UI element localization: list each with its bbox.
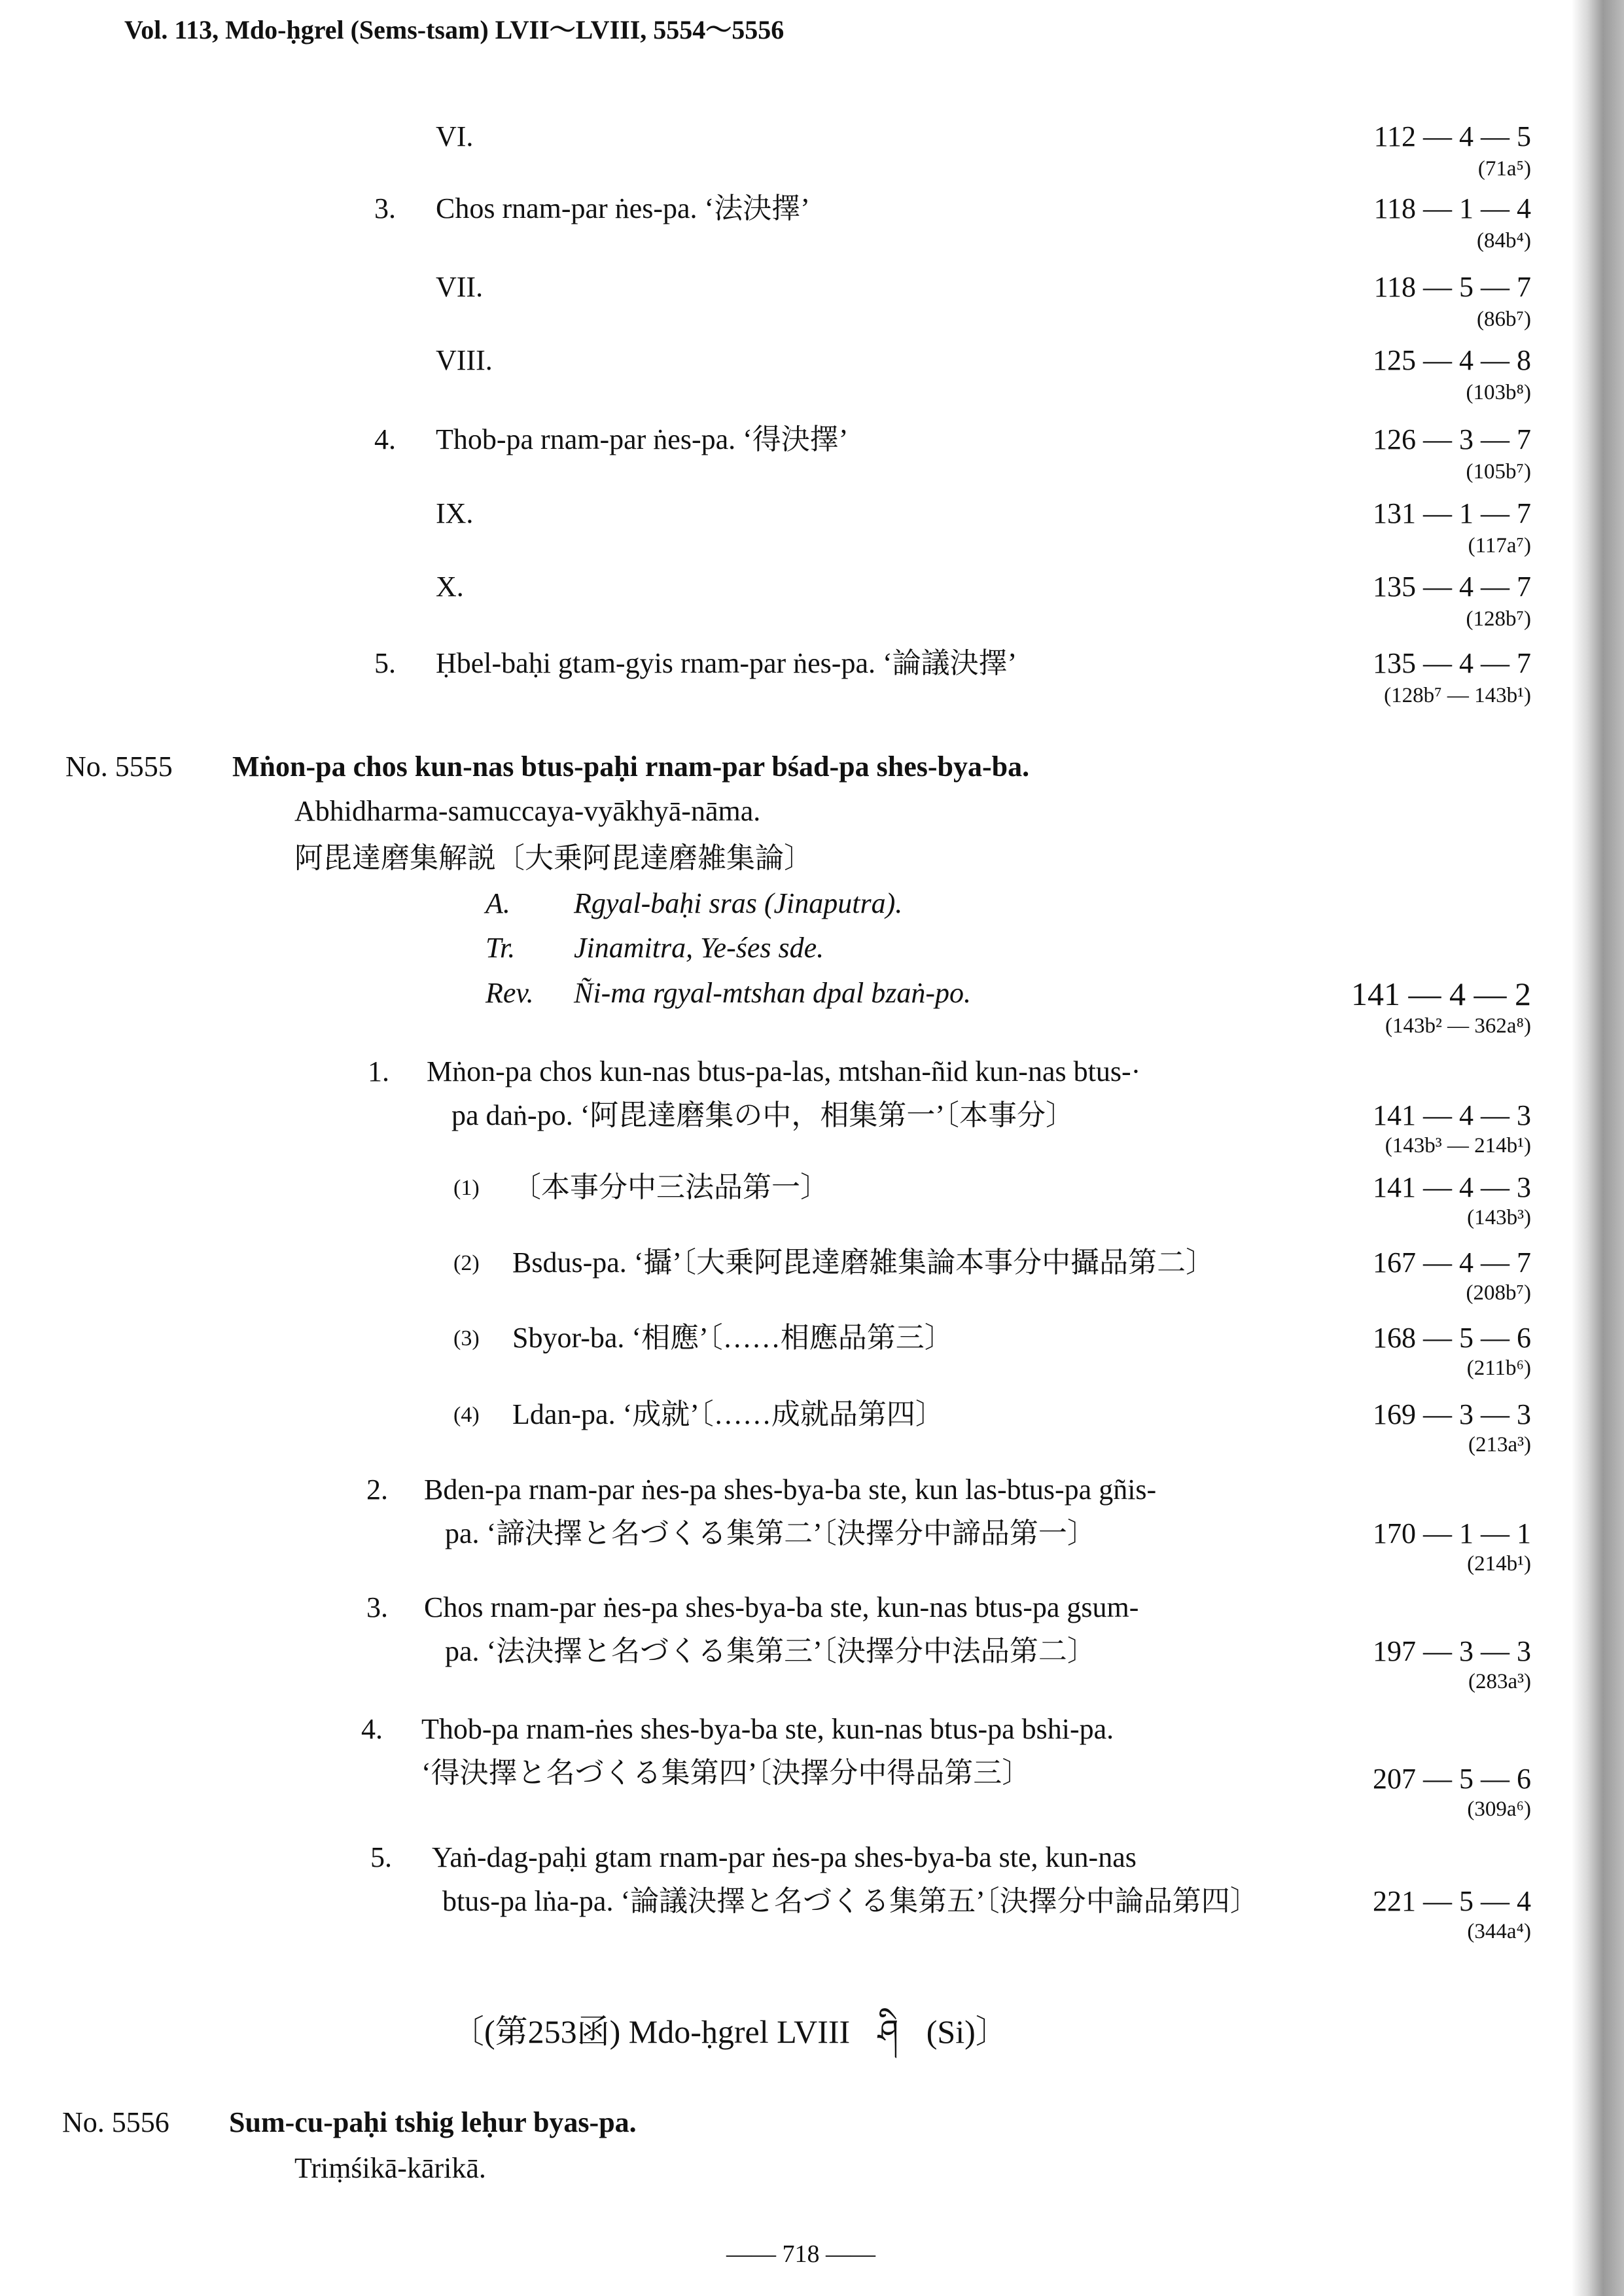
- section-ref: 112 — 4 — 5: [1373, 120, 1531, 152]
- section-ref: 170 — 1 — 1: [1373, 1517, 1531, 1549]
- section-ref-sub: (283a³): [1468, 1670, 1531, 1693]
- chinese-title: 阿毘達磨集解説〔大乗阿毘達磨雑集論〕: [294, 842, 813, 874]
- credit-value: Rgyal-baḥi sras (Jinaputra).: [574, 887, 903, 919]
- section-ref-sub: (309a⁶): [1467, 1797, 1531, 1821]
- section-ref-sub: (143b³): [1467, 1206, 1531, 1229]
- section-ref: 118 — 1 — 4: [1373, 192, 1531, 224]
- section-ref-sub: (71a⁵): [1477, 157, 1531, 181]
- entry-title: Sum-cu-paḥi tshig leḥur byas-pa.: [229, 2106, 637, 2138]
- credit-label: A.: [485, 887, 510, 919]
- section-title: Thob-pa rnam-ṅes shes-bya-ba ste, kun-nas btus-pa bshi-pa.: [421, 1713, 1114, 1745]
- section-ref: 169 — 3 — 3: [1373, 1398, 1531, 1430]
- section-ref-sub: (103b⁸): [1466, 381, 1531, 404]
- volume-marker: [451, 2015, 1008, 2048]
- section-title: Chos rnam-par ṅes-pa. ‘法決擇’: [436, 192, 810, 224]
- section-ref: 135 — 4 — 7: [1373, 647, 1531, 679]
- section-title: X.: [436, 571, 464, 603]
- entry-number: No. 5556: [62, 2106, 169, 2138]
- section-ref: 221 — 5 — 4: [1373, 1885, 1531, 1917]
- section-title: VIII.: [436, 344, 493, 376]
- section-title-continued: pa. ‘諦決擇と名づくる集第二’〔決擇分中諦品第一〕: [445, 1517, 1096, 1549]
- section-ref: 197 — 3 — 3: [1373, 1635, 1531, 1667]
- section-number: (3): [453, 1326, 480, 1351]
- section-number: (1): [453, 1176, 480, 1200]
- section-ref: 141 — 4 — 3: [1373, 1099, 1531, 1131]
- section-title: Sbyor-ba. ‘相應’〔……相應品第三〕: [512, 1322, 953, 1354]
- section-ref-sub: (213a³): [1468, 1433, 1531, 1457]
- section-ref-sub: (105b⁷): [1466, 460, 1531, 484]
- section-title: Thob-pa rnam-par ṅes-pa. ‘得決擇’: [436, 423, 849, 455]
- section-number: 1.: [368, 1055, 389, 1087]
- section-ref: 207 — 5 — 6: [1373, 1763, 1531, 1795]
- section-ref: 131 — 1 — 7: [1373, 497, 1531, 529]
- section-ref-sub: (128b⁷ — 143b¹): [1384, 684, 1531, 707]
- running-header: Vol. 113, Mdo-ḥgrel (Sems-tsam) LVII～LVIII, 5554～5556: [124, 15, 785, 44]
- section-number: (4): [453, 1403, 480, 1427]
- section-title: Bden-pa rnam-par ṅes-pa shes-bya-ba ste, kun las-btus-pa gñis-: [424, 1474, 1157, 1506]
- section-title: Ḥbel-baḥi gtam-gyis rnam-par ṅes-pa. ‘論議決擇’: [436, 647, 1017, 679]
- section-title: 〔本事分中三法品第一〕: [512, 1171, 829, 1203]
- section-title-continued: btus-pa lṅa-pa. ‘論議決擇と名づくる集第五’〔決擇分中論品第四〕: [442, 1885, 1259, 1917]
- section-title: Chos rnam-par ṅes-pa shes-bya-ba ste, kun-nas btus-pa gsum-: [424, 1591, 1139, 1623]
- section-ref-sub: (214b¹): [1467, 1552, 1531, 1576]
- section-ref-sub: (211b⁶): [1466, 1356, 1531, 1380]
- section-number: 4.: [361, 1713, 383, 1745]
- section-ref: 126 — 3 — 7: [1373, 423, 1531, 455]
- section-title: Yaṅ-dag-paḥi gtam rnam-par ṅes-pa shes-bya-ba ste, kun-nas: [432, 1841, 1137, 1873]
- section-number: (2): [453, 1251, 480, 1275]
- entry-number: No. 5555: [65, 751, 173, 783]
- section-ref-sub: (117a⁷): [1468, 534, 1531, 557]
- section-title: Ldan-pa. ‘成就’〔……成就品第四〕: [512, 1398, 944, 1430]
- section-ref: 118 — 5 — 7: [1373, 271, 1531, 303]
- sanskrit-title: Triṃśikā-kārikā.: [294, 2152, 486, 2184]
- section-ref-sub: (84b⁴): [1477, 229, 1531, 253]
- entry-ref-sub: (143b² — 362a⁸): [1385, 1014, 1531, 1038]
- section-ref-sub: (143b³ — 214b¹): [1385, 1134, 1531, 1157]
- section-ref: 167 — 4 — 7: [1373, 1246, 1531, 1279]
- section-ref-sub: (344a⁴): [1467, 1920, 1531, 1943]
- credit-label: Rev.: [485, 977, 534, 1009]
- credit-label: Tr.: [485, 932, 516, 964]
- scan-edge-shadow: [1572, 0, 1624, 2296]
- section-title: Mṅon-pa chos kun-nas btus-pa-las, mtshan-ñid kun-nas btus-·: [427, 1055, 1141, 1087]
- credit-value: Jinamitra, Ye-śes sde.: [574, 932, 824, 964]
- tibetan-syllable: ཤི: [877, 2013, 899, 2050]
- section-title: VI.: [436, 120, 474, 152]
- section-number: 5.: [374, 647, 396, 679]
- section-title-continued: ‘得決擇と名づくる集第四’〔決擇分中得品第三〕: [421, 1757, 1031, 1789]
- section-title: VII.: [436, 271, 484, 303]
- section-ref: 168 — 5 — 6: [1373, 1322, 1531, 1354]
- sanskrit-title: Abhidharma-samuccaya-vyākhyā-nāma.: [294, 795, 761, 827]
- section-title: Bsdus-pa. ‘攝’〔大乗阿毘達磨雑集論本事分中攝品第二〕: [512, 1246, 1215, 1279]
- section-number: 3.: [366, 1591, 388, 1623]
- credit-value: Ñi-ma rgyal-mtshan dpal bzaṅ-po.: [574, 977, 972, 1009]
- section-ref: 135 — 4 — 7: [1373, 571, 1531, 603]
- section-title: IX.: [436, 497, 474, 529]
- section-number: 5.: [370, 1841, 392, 1873]
- section-number: 4.: [374, 423, 396, 455]
- section-ref-sub: (86b⁷): [1477, 308, 1531, 331]
- volume-marker-text: 〔(第253函) Mdo-ḥgrel LVIII: [451, 2013, 851, 2050]
- section-ref-sub: (128b⁷): [1466, 607, 1531, 631]
- entry-title: Mṅon-pa chos kun-nas btus-paḥi rnam-par bśad-pa shes-bya-ba.: [232, 751, 1030, 783]
- page-number: —— 718 ——: [726, 2240, 875, 2268]
- section-ref: 125 — 4 — 8: [1373, 344, 1531, 376]
- entry-ref: 141 — 4 — 2: [1351, 976, 1531, 1012]
- section-title-continued: pa daṅ-po. ‘阿毘達磨集の中，相集第一’〔本事分〕: [451, 1099, 1075, 1131]
- section-title-continued: pa. ‘法決擇と名づくる集第三’〔決擇分中法品第二〕: [445, 1635, 1096, 1667]
- volume-marker-tail: (Si)〕: [926, 2013, 1008, 2050]
- section-number: 3.: [374, 192, 396, 224]
- section-number: 2.: [366, 1474, 388, 1506]
- section-ref: 141 — 4 — 3: [1373, 1171, 1531, 1203]
- section-ref-sub: (208b⁷): [1466, 1281, 1531, 1305]
